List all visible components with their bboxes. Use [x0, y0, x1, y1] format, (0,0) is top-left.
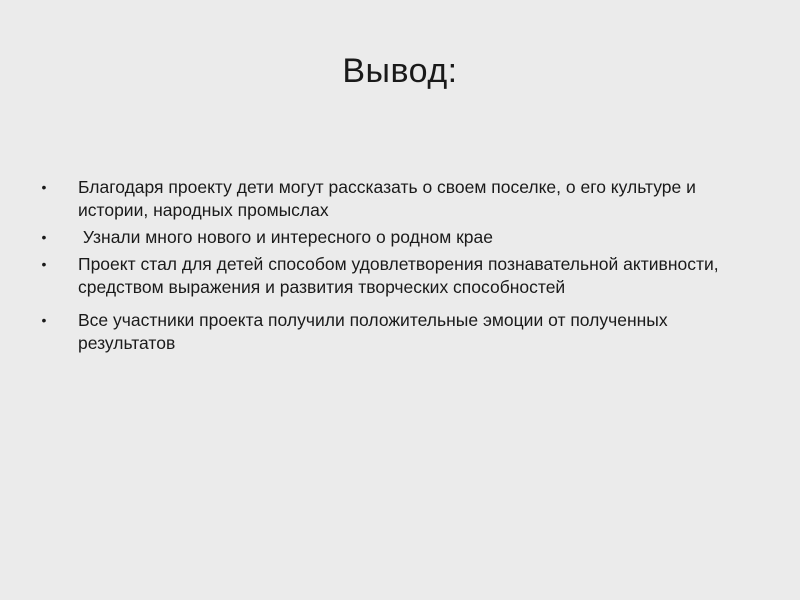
bullet-icon: •: [41, 256, 47, 272]
bullet-text: Благодаря проекту дети могут рассказать о своем поселке, о его культуре и истории, народных промыслах: [78, 177, 696, 220]
slide-title: Вывод:: [342, 52, 458, 90]
bullet-text: Узнали много нового и интересного о родном крае: [78, 227, 493, 247]
bullet-icon: •: [41, 312, 47, 328]
bullet-list: [41, 176, 758, 361]
bullet-item: [41, 309, 758, 355]
bullet-item: [41, 253, 758, 299]
bullet-text: Проект стал для детей способом удовлетворения познавательной активности, средством выражения и развития творческих способностей: [78, 254, 719, 297]
bullet-item: [41, 226, 758, 249]
bullet-icon: •: [41, 179, 47, 195]
bullet-item: [41, 176, 758, 222]
bullet-icon: •: [41, 229, 47, 245]
bullet-text: Все участники проекта получили положительные эмоции от полученных результатов: [78, 310, 668, 353]
